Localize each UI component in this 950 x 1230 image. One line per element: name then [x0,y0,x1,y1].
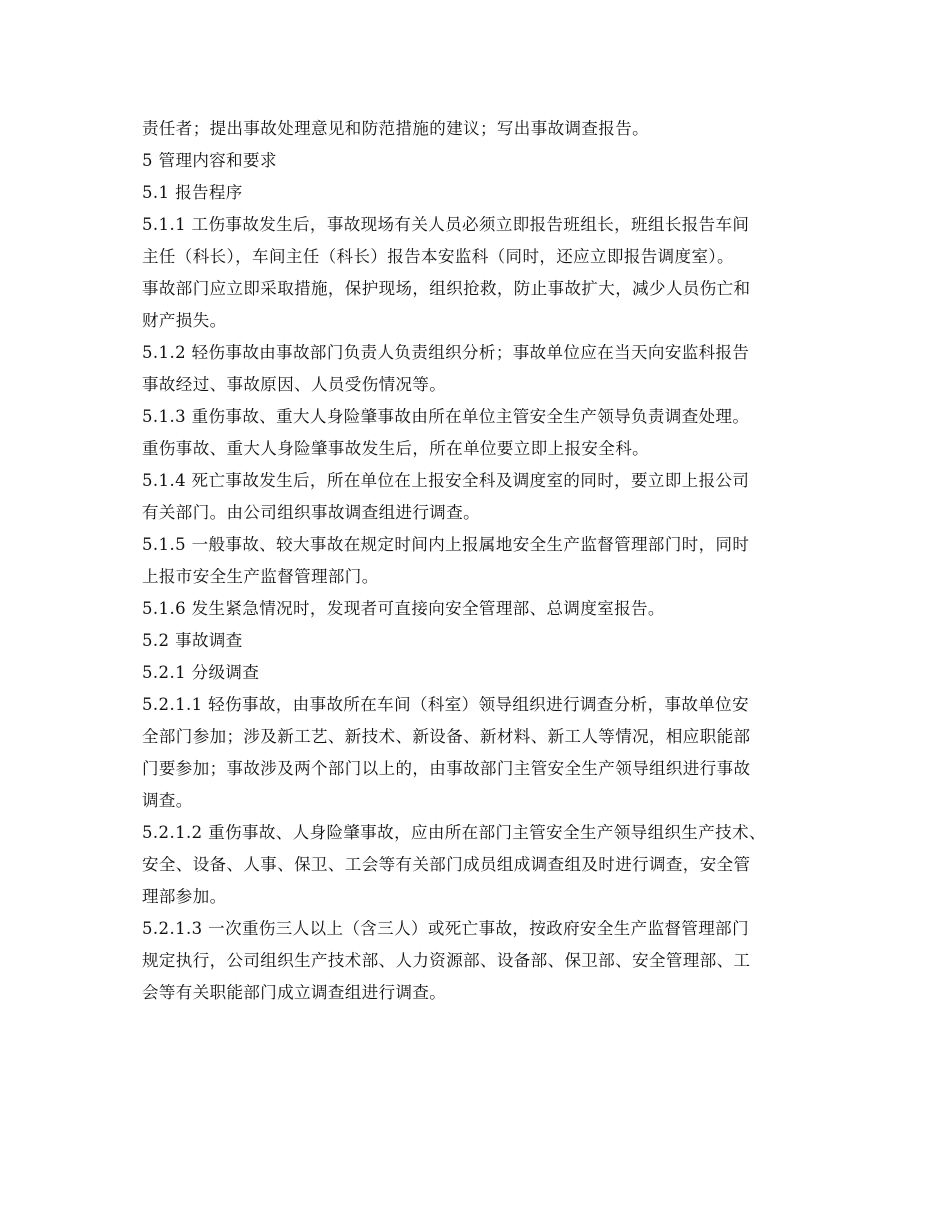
text-line: 会等有关职能部门成立调查组进行调查。 [142,983,447,1002]
text-line: 5.1.6 发生紧急情况时，发现者可直接向安全管理部、总调度室报告。 [142,599,665,618]
text-line: 财产损失。 [142,311,227,330]
text-line: 上报市安全生产监督管理部门。 [142,567,379,586]
text-line: 理部参加。 [142,887,227,906]
section-heading: 5.2.1 分级调查 [142,663,260,682]
text-line: 5.2.1.3 一次重伤三人以上（含三人）或死亡事故，按政府安全生产监督管理部门 [142,919,749,938]
text-line: 主任（科长），车间主任（科长）报告本安监科（同时，还应立即报告调度室）。 [142,247,734,266]
text-line: 5.1.4 死亡事故发生后，所在单位在上报安全科及调度室的同时，要立即上报公司 [142,471,750,490]
text-line: 规定执行，公司组织生产技术部、人力资源部、设备部、保卫部、安全管理部、工 [142,951,751,970]
text-line: 全部门参加；涉及新工艺、新技术、新设备、新材料、新工人等情况，相应职能部 [142,727,751,746]
text-line: 5.1.5 一般事故、较大事故在规定时间内上报属地安全生产监督管理部门时，同时 [142,535,750,554]
text-line: 有关部门。由公司组织事故调查组进行调查。 [142,503,480,522]
text-line: 事故部门应立即采取措施，保护现场，组织抢救，防止事故扩大，减少人员伤亡和 [142,279,751,298]
text-line: 5.1.2 轻伤事故由事故部门负责人负责组织分析；事故单位应在当天向安监科报告 [142,343,750,362]
section-heading: 5.2 事故调查 [142,631,243,650]
text-line: 责任者；提出事故处理意见和防范措施的建议；写出事故调查报告。 [142,119,649,138]
text-line: 事故经过、事故原因、人员受伤情况等。 [142,375,447,394]
text-line: 5.2.1.1 轻伤事故，由事故所在车间（科室）领导组织进行调查分析，事故单位安 [142,695,749,714]
text-line: 安全、设备、人事、保卫、工会等有关部门成员组成调查组及时进行调查，安全管 [142,855,751,874]
section-heading: 5 管理内容和要求 [142,151,277,170]
section-heading: 5.1 报告程序 [142,183,243,202]
text-line: 5.1.1 工伤事故发生后，事故现场有关人员必须立即报告班组长，班组长报告车间 [142,215,750,234]
text-line: 5.1.3 重伤事故、重大人身险肇事故由所在单位主管安全生产领导负责调查处理。 [142,407,750,426]
text-line: 5.2.1.2 重伤事故、人身险肇事故，应由所在部门主管安全生产领导组织生产技术、 [142,823,766,842]
document-body [142,113,842,1009]
text-line: 重伤事故、重大人身险肇事故发生后，所在单位要立即上报安全科。 [142,439,649,458]
text-line: 门要参加；事故涉及两个部门以上的，由事故部门主管安全生产领导组织进行事故 [142,759,751,778]
text-line: 调查。 [142,791,193,810]
